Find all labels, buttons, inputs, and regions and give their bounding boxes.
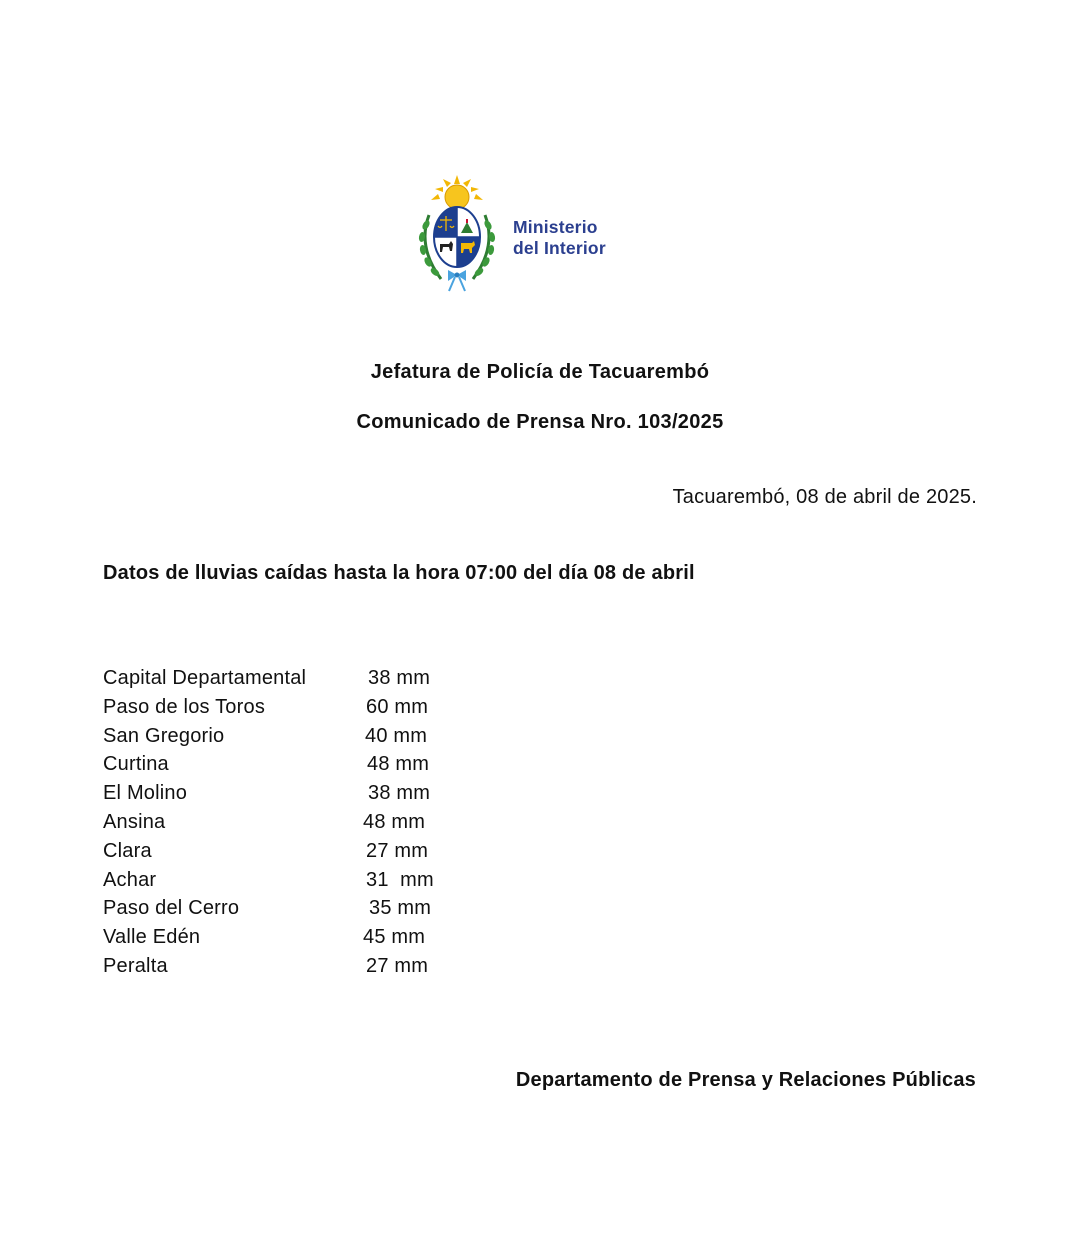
rain-amount: 40 mm (365, 724, 428, 747)
ministry-name-line2: del Interior (513, 238, 606, 258)
list-item (103, 837, 503, 866)
ministry-name-line1: Ministerio (513, 217, 598, 237)
signature-department: Departamento de Prensa y Relaciones Públicas (515, 1069, 976, 1091)
place-name: Valle Edén (103, 926, 201, 949)
list-item (103, 693, 503, 722)
list-item (103, 894, 503, 923)
page-title: Jefatura de Policía de Tacuarembó (370, 361, 710, 383)
section-title: Datos de lluvias caídas hasta la hora 07:00 del día 08 de abril (103, 562, 695, 584)
rain-amount: 27 mm (366, 954, 429, 977)
place-name: Paso del Cerro (103, 897, 240, 920)
rain-amount: 48 mm (363, 810, 426, 833)
rain-amount: 60 mm (366, 695, 429, 718)
coat-of-arms-icon (411, 175, 503, 297)
rain-amount: 48 mm (367, 753, 430, 776)
list-item (103, 664, 503, 693)
ministry-logo (411, 175, 633, 297)
list-item (103, 866, 503, 895)
list-item (103, 808, 503, 837)
rain-amount: 31 mm (366, 868, 434, 891)
communique-number: Comunicado de Prensa Nro. 103/2025 (356, 411, 724, 433)
place-name: Paso de los Toros (103, 695, 266, 718)
rainfall-list (103, 664, 503, 981)
rain-amount: 35 mm (369, 897, 432, 920)
rain-amount: 45 mm (363, 926, 426, 949)
place-name: Curtina (103, 753, 169, 776)
document-date: Tacuarembó, 08 de abril de 2025. (672, 486, 977, 508)
list-item (103, 923, 503, 952)
rain-amount: 38 mm (368, 667, 431, 689)
place-name: Capital Departamental (103, 667, 307, 689)
list-item (103, 750, 503, 779)
place-name: Clara (103, 839, 152, 862)
place-name: El Molino (103, 782, 188, 805)
rain-amount: 27 mm (366, 839, 429, 862)
rain-amount: 38 mm (368, 782, 431, 805)
list-item (103, 952, 503, 981)
place-name: Achar (103, 868, 157, 891)
place-name: Ansina (103, 810, 166, 833)
place-name: Peralta (103, 954, 168, 977)
place-name: San Gregorio (103, 724, 225, 747)
ministry-name (513, 217, 606, 259)
list-item (103, 722, 503, 751)
list-item (103, 779, 503, 808)
